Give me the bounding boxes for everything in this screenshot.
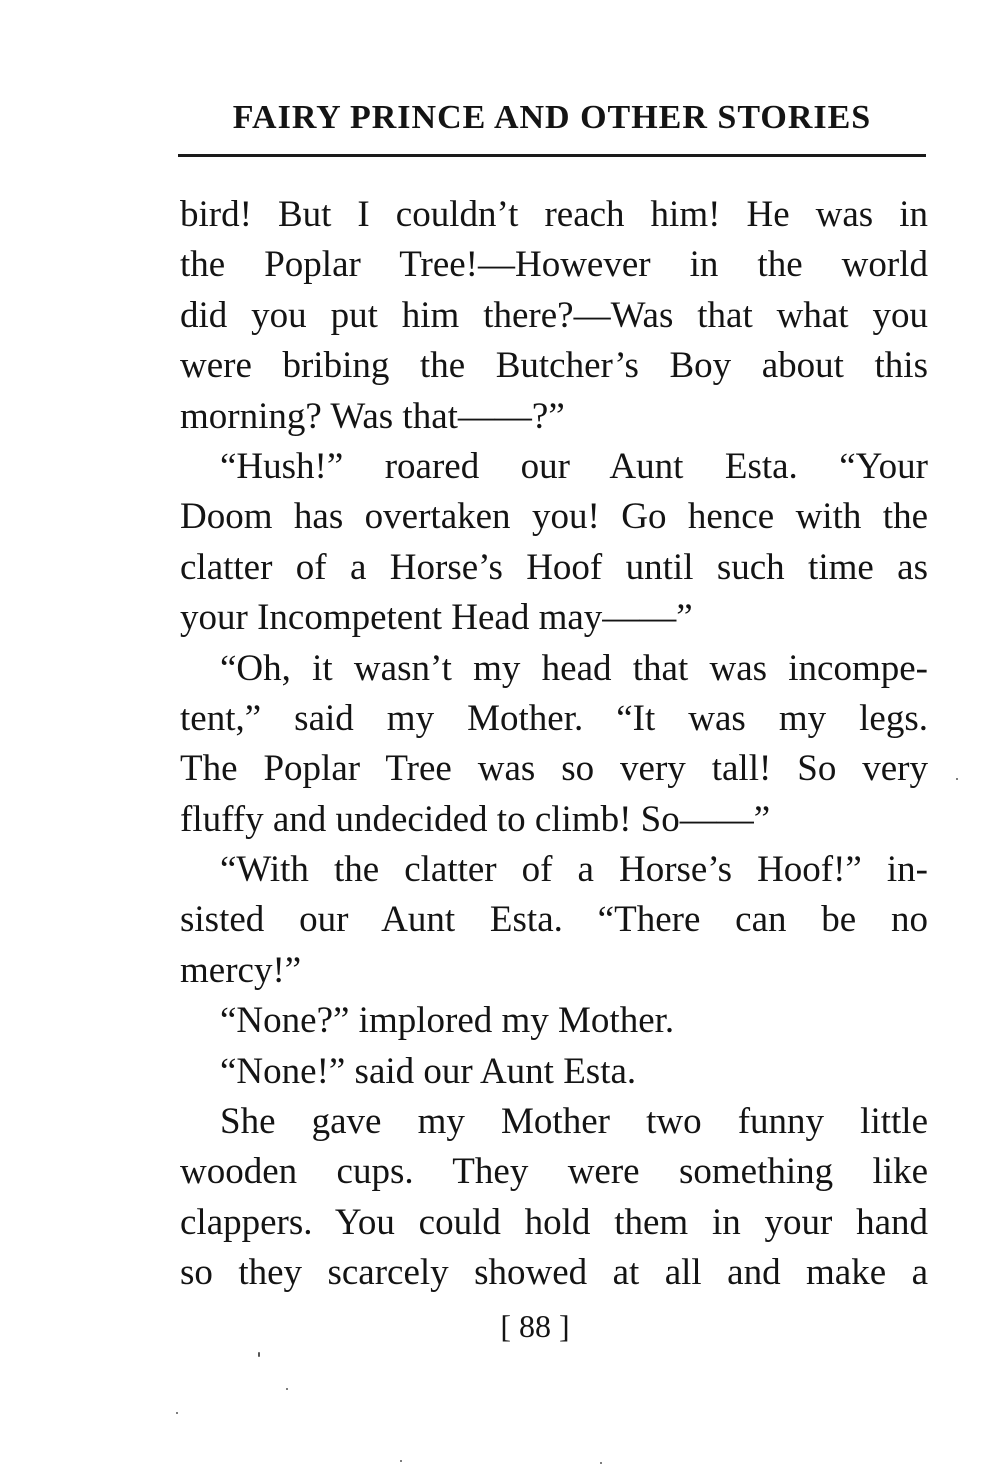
header-rule — [178, 154, 926, 157]
running-head: FAIRY PRINCE AND OTHER STORIES — [232, 99, 872, 136]
scan-speck — [176, 1412, 178, 1414]
text-line: Doom has overtaken you! Go hence with the — [180, 496, 928, 538]
body-text — [180, 190, 928, 1299]
text-line: were bribing the Butcher’s Boy about this — [180, 345, 928, 387]
text-line: “Hush!” roared our Aunt Esta. “Your — [220, 445, 928, 487]
text-line: tent,” said my Mother. “It was my legs. — [180, 697, 928, 739]
text-line: sisted our Aunt Esta. “There can be no — [180, 899, 928, 941]
text-line: “Oh, it wasn’t my head that was incompe- — [220, 647, 928, 689]
text-line: did you put him there?—Was that what you — [180, 294, 928, 336]
text-line: your Incompetent Head may——” — [180, 597, 693, 639]
text-line: the Poplar Tree!—However in the world — [180, 244, 928, 286]
text-line: fluffy and undecided to climb! So——” — [180, 798, 771, 840]
scan-speck — [400, 1460, 402, 1462]
text-line: morning? Was that——?” — [180, 395, 565, 437]
text-line: The Poplar Tree was so very tall! So very — [180, 748, 928, 790]
text-line: “None!” said our Aunt Esta. — [220, 1050, 637, 1092]
text-line: so they scarcely showed at all and make a — [180, 1252, 928, 1294]
scan-speck — [286, 1388, 288, 1390]
text-line: wooden cups. They were something like — [180, 1151, 928, 1193]
text-line: “With the clatter of a Horse’s Hoof!” in- — [220, 849, 928, 891]
text-line: clappers. You could hold them in your hand — [180, 1201, 928, 1243]
text-line: mercy!” — [180, 949, 302, 991]
text-line: She gave my Mother two funny little — [220, 1101, 928, 1143]
text-line: clatter of a Horse’s Hoof until such time as — [180, 546, 928, 588]
scan-speck — [258, 1352, 260, 1357]
text-line: “None?” implored my Mother. — [220, 1000, 675, 1042]
scan-speck — [600, 1462, 602, 1464]
text-line: bird! But I couldn’t reach him! He was in — [180, 194, 928, 235]
scan-speck — [956, 778, 958, 780]
page-number: [ 88 ] — [500, 1308, 570, 1344]
